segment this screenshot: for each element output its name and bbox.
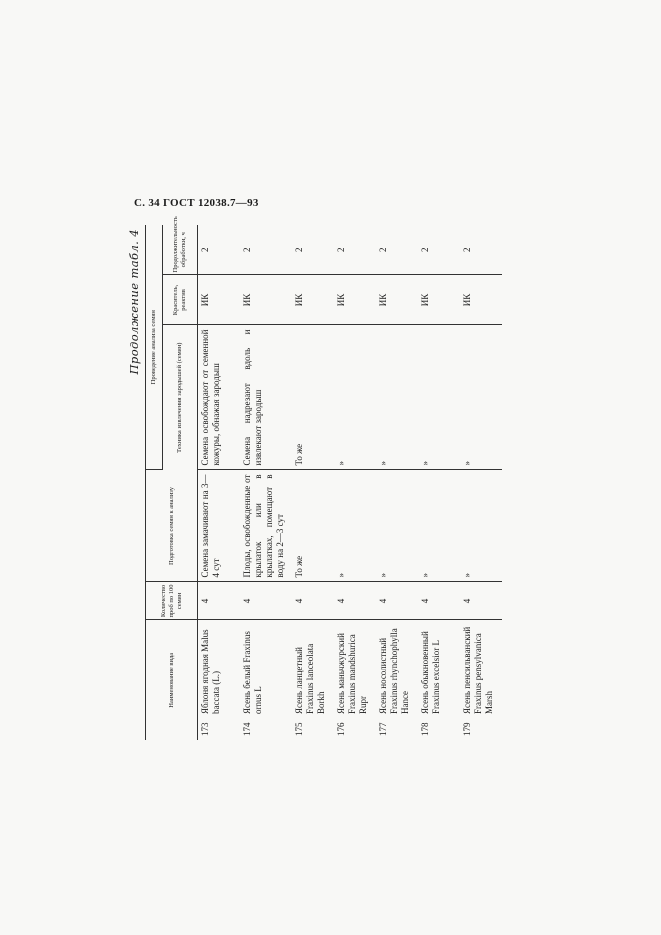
header-technique: Техника извлечения зародышей (семян) xyxy=(176,342,183,453)
species-name: Ясень обыкновенный Fraxinus excelsior L xyxy=(420,631,441,714)
technique: То же xyxy=(292,325,334,470)
rotated-table-block xyxy=(127,216,661,740)
dye: ИК xyxy=(460,275,502,325)
preparation: Плоды, освобожденные от крылаток или в крылатках, помещают в воду на 2—3 сут xyxy=(240,470,292,582)
row-number: 176 xyxy=(336,722,346,736)
sample-count: 4 xyxy=(334,582,376,620)
table-row xyxy=(292,225,334,740)
dye: ИК xyxy=(376,275,418,325)
table-row xyxy=(418,225,460,740)
table-row xyxy=(198,225,241,740)
max-time: 2 xyxy=(460,225,502,275)
species-name: Ясень пенсильванский Fraxinus pensylvanica Marsh xyxy=(462,626,494,714)
preparation: » xyxy=(460,470,502,582)
technique: » xyxy=(460,325,502,470)
technique: » xyxy=(418,325,460,470)
dye: ИК xyxy=(292,275,334,325)
row-number: 175 xyxy=(294,722,304,736)
technique: » xyxy=(376,325,418,470)
sample-count: 4 xyxy=(292,582,334,620)
row-number: 179 xyxy=(462,722,472,736)
table-head xyxy=(146,216,198,740)
preparation: То же xyxy=(292,470,334,582)
max-time: 2 xyxy=(334,225,376,275)
species-name: Ясень маньчжурский Fraxinus mandshurica Rupr xyxy=(336,633,368,714)
sample-count: 4 xyxy=(198,582,241,620)
table-caption: Продолжение табл. 4 xyxy=(127,229,141,375)
species-table xyxy=(145,216,502,740)
row-number: 174 xyxy=(242,722,252,736)
header-prep: Подготовка семян к анализу xyxy=(146,470,198,582)
species-name: Яблоня ягодная Malus baccata (L.) xyxy=(200,629,221,714)
header-group: Проведение анализа семян xyxy=(146,225,163,470)
preparation: » xyxy=(376,470,418,582)
sample-count: 4 xyxy=(240,582,292,620)
max-time: 2 xyxy=(198,225,241,275)
dye: ИК xyxy=(418,275,460,325)
sample-count: 4 xyxy=(418,582,460,620)
max-time: 2 xyxy=(376,225,418,275)
sample-count: 4 xyxy=(376,582,418,620)
sample-count: 4 xyxy=(460,582,502,620)
preparation: » xyxy=(418,470,460,582)
max-time: 2 xyxy=(240,225,292,275)
table-body xyxy=(198,225,503,740)
preparation: Семена замачивают на 3—4 сут xyxy=(198,470,241,582)
species-name: Ясень белый Fraxinus ornus L xyxy=(242,631,263,714)
technique: Семена освобождают от семенной кожуры, обнажая зародыш xyxy=(198,325,241,470)
header-dye: Краситель, реактив xyxy=(163,275,198,325)
row-number: 178 xyxy=(420,722,430,736)
max-time: 2 xyxy=(292,225,334,275)
dye: ИК xyxy=(240,275,292,325)
header-count: Количество проб по 100 семян xyxy=(146,582,198,620)
table-row xyxy=(240,225,292,740)
table-row xyxy=(376,225,418,740)
header-max-time: Продолжительность обработки, ч xyxy=(163,225,198,275)
technique: Семена надрезают вдоль и извлекают зародыш xyxy=(240,325,292,470)
dye: ИК xyxy=(334,275,376,325)
row-number: 177 xyxy=(378,722,388,736)
species-name: Ясень ланцетный Fraxinus lanceolata Borkh xyxy=(294,643,326,714)
technique: » xyxy=(334,325,376,470)
table-row xyxy=(334,225,376,740)
page-header: С. 34 ГОСТ 12038.7—93 xyxy=(134,197,259,209)
preparation: » xyxy=(334,470,376,582)
species-name: Ясень носолистный Fraxinus rhynchophylla Hance xyxy=(378,628,410,714)
row-number: 173 xyxy=(200,722,210,736)
table-row xyxy=(460,225,502,740)
dye: ИК xyxy=(198,275,241,325)
max-time: 2 xyxy=(418,225,460,275)
header-name: Наименование вида xyxy=(167,652,175,708)
